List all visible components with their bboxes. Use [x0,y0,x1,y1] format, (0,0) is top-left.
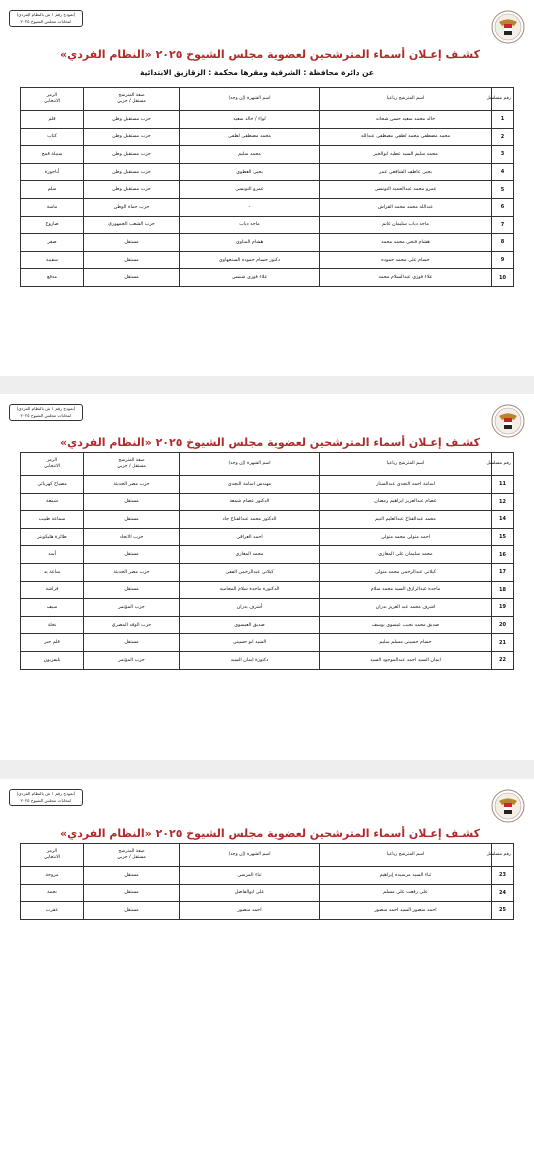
cell-num: 7 [492,216,514,234]
cell-num: 9 [492,251,514,269]
header-symbol: الرمز الانتخابي [21,844,84,867]
table-row [21,146,514,164]
cell-num: 19 [492,599,514,617]
cell-type: حزب مصر الحديثة [84,563,180,581]
cell-fame: ماجد دياب [180,216,320,234]
cell-symbol: تليفزيون [21,651,84,669]
page-title: كشـف إعـلان أسماء المترشحين لعضوية مجلس الشيوخ ٢٠٢٥ «النظام الفردي» [60,436,480,449]
form-stamp [9,10,83,27]
cell-symbol: طائرة هليكوبتر [21,528,84,546]
stamp-line-1: (نموذج رقم ١ ش بالنظام الفردي) [16,791,76,796]
cell-name: عصام عبدالعزيز ابراهيم رمضان [320,493,492,511]
cell-num: 16 [492,546,514,564]
header-name: اسم المترشح رباعيا [320,844,492,867]
cell-num: 22 [492,651,514,669]
cell-num: 17 [492,563,514,581]
cell-name: صديق محمد نجيب عيسوى يوسف [320,616,492,634]
table-row [21,902,514,920]
cell-name: احمد متولى محمد متولى [320,528,492,546]
cell-name: يحيى عاطف الشافعى عمر [320,163,492,181]
cell-num: 23 [492,867,514,885]
header-type: صفة المترشح مستقل / حزبي [84,88,180,111]
cell-fame: محمد المغازى [180,546,320,564]
table-row [21,128,514,146]
district-line: عن دائرة محافظة : الشرقية ومقرها محكمة : الزقازيق الابتدائية [140,68,374,77]
cell-symbol: نجمة [21,884,84,902]
cell-symbol: كتاب [21,128,84,146]
cell-fame: دكتورة ايمان السيد [180,651,320,669]
cell-symbol: قلم [21,111,84,129]
table-row [21,216,514,234]
cell-symbol: سنبلة قمح [21,146,84,164]
table-row [21,634,514,652]
cell-name: عبدالله محمد محمد القزاش [320,198,492,216]
cell-name: اشرف محمد عبد العزيز بدران [320,599,492,617]
cell-fame: كيلانى عبدالرحمن الفقى [180,563,320,581]
cell-fame: الدكتور عصام شمعة [180,493,320,511]
egypt-eagle-emblem-icon [491,10,525,44]
cell-fame: الدكتورة ماجدة سلام المحاميه [180,581,320,599]
table-row [21,269,514,287]
table-row [21,884,514,902]
cell-name: عمرو محمد عبدالحميد التونسى [320,181,492,199]
cell-fame: على ابوالفاضل [180,884,320,902]
header-name: اسم المترشح رباعيا [320,453,492,476]
cell-num: 18 [492,581,514,599]
form-stamp [9,789,83,806]
cell-name: محمد سليم السيد عطيه ابوالخير [320,146,492,164]
header-symbol: الرمز الانتخابي [21,453,84,476]
table-row [21,599,514,617]
table-row [21,181,514,199]
cell-type: مستقل [84,493,180,511]
document-page-3 [0,779,534,1154]
stamp-line-2: انتخابات مجلس الشيوخ ٢٠٢٥ [20,412,72,418]
header-num: رقم مسلسل [492,844,514,867]
cell-symbol: عقرب [21,902,84,920]
cell-fame: احمد منصور [180,902,320,920]
cell-name: محمد عبدالفتاح عبدالعليم النيم [320,511,492,529]
cell-type: حزب الشعب الجمهوري [84,216,180,234]
cell-type: مستقل [84,581,180,599]
cell-type: حزب مصر الحديثة [84,476,180,494]
cell-type: حزب مستقبل وطن [84,111,180,129]
cell-fame: محمد سليم [180,146,320,164]
cell-symbol: سيف [21,599,84,617]
egypt-eagle-emblem-icon [491,404,525,438]
table-row [21,493,514,511]
cell-type: مستقل [84,269,180,287]
table-header-row [21,844,514,867]
cell-num: 1 [492,111,514,129]
candidates-table [20,87,514,287]
cell-fame: لواء / خالد سعيد [180,111,320,129]
cell-symbol: صقر [21,234,84,252]
header-fame: اسم الشهرة (إن وجد) [180,844,320,867]
cell-name: ايمان السيد احمد عبدالموجود السيد [320,651,492,669]
cell-type: مستقل [84,902,180,920]
cell-type: مستقل [84,546,180,564]
cell-symbol: سفينة [21,251,84,269]
cell-num: 24 [492,884,514,902]
cell-name: حسام حسينى مسلم سليم [320,634,492,652]
table-row [21,651,514,669]
cell-num: 15 [492,528,514,546]
cell-type: حزب مستقبل وطن [84,146,180,164]
cell-num: 6 [492,198,514,216]
document-page-2 [0,394,534,760]
cell-symbol: فراشة [21,581,84,599]
cell-symbol: مصباح كهربائى [21,476,84,494]
cell-fame: هشام المناوى [180,234,320,252]
cell-fame: دكتور حسام حموده السنجهاوى [180,251,320,269]
cell-type: مستقل [84,867,180,885]
cell-num: 12 [492,493,514,511]
cell-fame: صديق العيسوى [180,616,320,634]
cell-name: حسام على محمد حموده [320,251,492,269]
cell-name: ثناء السيد مرسيده إبراهيم [320,867,492,885]
cell-name: علاء فوزى عبدالسلام محمد [320,269,492,287]
cell-type: حزب المؤتمر [84,651,180,669]
cell-num: 25 [492,902,514,920]
table-row [21,476,514,494]
stamp-line-1: (نموذج رقم ١ ش بالنظام الفردي) [16,406,76,411]
cell-fame: الدكتور محمد عبدالفتاح جاد [180,511,320,529]
cell-symbol: سلم [21,181,84,199]
table-row [21,511,514,529]
cell-type: حزب مستقبل وطن [84,163,180,181]
header-symbol: الرمز الانتخابي [21,88,84,111]
cell-name: ماجده عبدالرازق السيد محمد سلام [320,581,492,599]
cell-name: ماجد دياب سليمان غانم [320,216,492,234]
cell-symbol: نخلة [21,616,84,634]
cell-fame: محمد مصطفى لطفى [180,128,320,146]
cell-num: 11 [492,476,514,494]
document-page-1 [0,0,534,376]
table-row [21,198,514,216]
cell-num: 3 [492,146,514,164]
candidates-table [20,843,514,920]
cell-name: احمد منصور السيد احمد منصور [320,902,492,920]
cell-type: مستقل [84,234,180,252]
cell-fame: السيد ابو حسينى [180,634,320,652]
cell-symbol: شمعة [21,493,84,511]
header-fame: اسم الشهرة (إن وجد) [180,88,320,111]
candidates-table [20,452,514,670]
page-title: كشـف إعـلان أسماء المترشحين لعضوية مجلس الشيوخ ٢٠٢٥ «النظام الفردي» [60,827,480,840]
cell-symbol: ماسة [21,198,84,216]
header-name: اسم المترشح رباعيا [320,88,492,111]
cell-symbol: مدفع [21,269,84,287]
cell-fame: ثناء المرسى [180,867,320,885]
cell-type: حزب الوفد المصري [84,616,180,634]
table-row [21,234,514,252]
table-row [21,111,514,129]
cell-name: كيلانى عبدالرحمن محمد متولى [320,563,492,581]
cell-fame: عمرو التونسى [180,181,320,199]
table-header-row [21,88,514,111]
table-row [21,867,514,885]
form-stamp [9,404,83,421]
header-fame: اسم الشهرة (إن وجد) [180,453,320,476]
cell-type: مستقل [84,511,180,529]
header-num: رقم مسلسل [492,453,514,476]
cell-type: مستقل [84,884,180,902]
table-row [21,528,514,546]
cell-fame: يحيى العطوى [180,163,320,181]
cell-name: خالد محمد سعيد حسن شحاته [320,111,492,129]
cell-symbol: سماعة طبيب [21,511,84,529]
stamp-line-2: انتخابات مجلس الشيوخ ٢٠٢٥ [20,797,72,803]
cell-fame: علاء فوزى شنسى [180,269,320,287]
header-type: صفة المترشح مستقل / حزبي [84,844,180,867]
stamp-line-2: انتخابات مجلس الشيوخ ٢٠٢٥ [20,18,72,24]
cell-symbol: أسد [21,546,84,564]
table-header-row [21,453,514,476]
cell-name: اسامة احمد النجدى عبدالستار [320,476,492,494]
cell-symbol: مروحة [21,867,84,885]
cell-num: 14 [492,511,514,529]
cell-fame: احمد العراقى [180,528,320,546]
cell-fame: - [180,198,320,216]
cell-num: 21 [492,634,514,652]
table-row [21,546,514,564]
cell-name: محمد مصطفى محمد لطفى مصطفى عبدالله [320,128,492,146]
cell-name: على رفعت على مسلم [320,884,492,902]
cell-type: حزب مستقبل وطن [84,181,180,199]
header-num: رقم مسلسل [492,88,514,111]
cell-type: مستقل [84,251,180,269]
cell-num: 8 [492,234,514,252]
cell-type: حزب الاتحاد [84,528,180,546]
cell-symbol: ساعة يد [21,563,84,581]
cell-type: حزب مستقبل وطن [84,128,180,146]
cell-fame: أشرف بدران [180,599,320,617]
header-type: صفة المترشح مستقل / حزبي [84,453,180,476]
cell-num: 20 [492,616,514,634]
cell-name: محمد سليمان على المغازى [320,546,492,564]
cell-num: 4 [492,163,514,181]
page-title: كشـف إعـلان أسماء المترشحين لعضوية مجلس الشيوخ ٢٠٢٥ «النظام الفردي» [60,48,480,61]
cell-num: 10 [492,269,514,287]
cell-fame: مهندس اسامة النجدى [180,476,320,494]
egypt-eagle-emblem-icon [491,789,525,823]
cell-symbol: أباجورة [21,163,84,181]
cell-name: هشام فتحى محمد محمد [320,234,492,252]
cell-type: مستقل [84,634,180,652]
cell-type: حزب المؤتمر [84,599,180,617]
cell-symbol: صاروخ [21,216,84,234]
table-row [21,616,514,634]
cell-symbol: قلم حبر [21,634,84,652]
table-row [21,563,514,581]
stamp-line-1: (نموذج رقم ١ ش بالنظام الفردي) [16,12,76,17]
cell-num: 5 [492,181,514,199]
table-row [21,163,514,181]
table-row [21,581,514,599]
cell-type: حزب حماة الوطن [84,198,180,216]
table-row [21,251,514,269]
cell-num: 2 [492,128,514,146]
